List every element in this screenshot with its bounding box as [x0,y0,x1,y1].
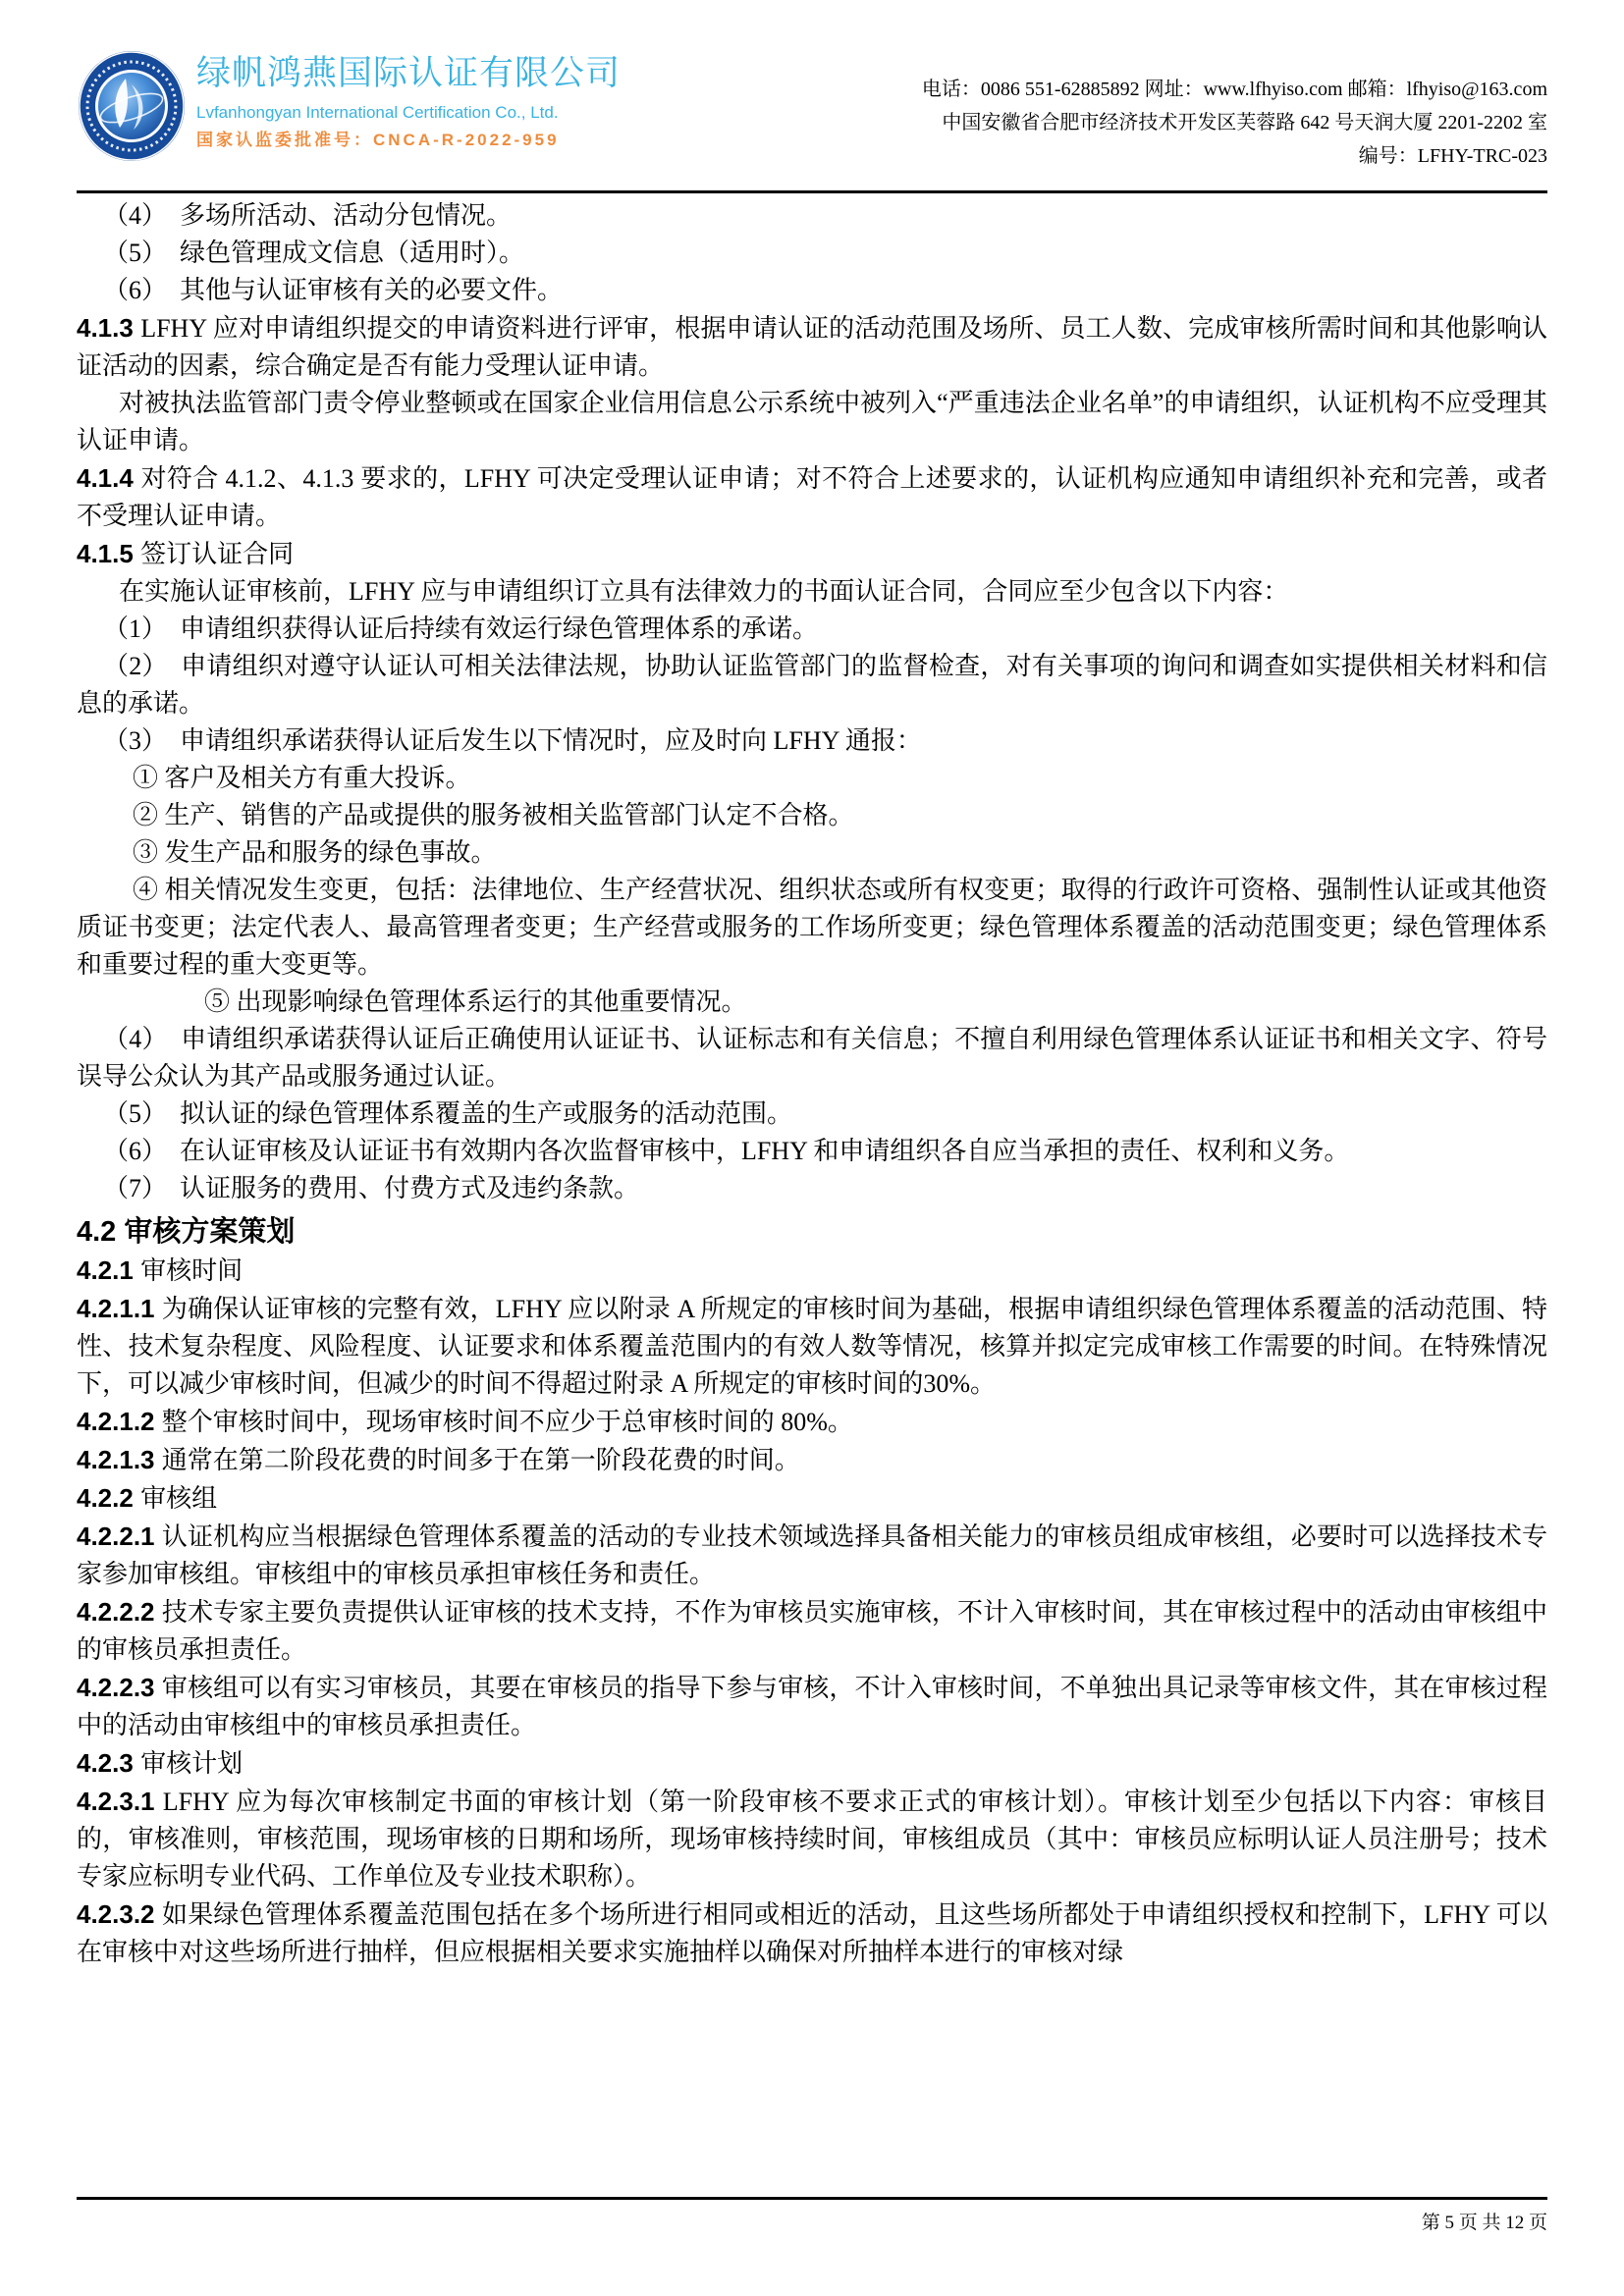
section-number: 4.1.4 [77,463,141,493]
paragraph [77,1744,1547,1783]
document-body [77,197,1547,1971]
paragraph-text: （7） 认证服务的费用、付费方式及违约条款。 [103,1174,640,1202]
company-name-zh: 绿帆鸿燕国际认证有限公司 [196,54,622,92]
paragraph-text: ⑤ 出现影响绿色管理体系运行的其他重要情况。 [204,988,747,1016]
paragraph-text: （4） 申请组织承诺获得认证后正确使用认证证书、认证标志和有关信息；不擅自利用绿色管理体系认证证书和相关文字、符号误导公众认为其产品或服务通过认证。 [77,1025,1547,1091]
paragraph-text: （6） 其他与认证审核有关的必要文件。 [103,276,564,304]
paragraph-text: LFHY 应对申请组织提交的申请资料进行评审，根据申请认证的活动范围及场所、员工人数、完成审核所需时间和其他影响认证活动的因素，综合确定是否有能力受理认证申请。 [77,314,1547,380]
paragraph-text: （2） 申请组织对遵守认证认可相关法律法规，协助认证监管部门的监督检查，对有关事项的询问和调查如实提供相关材料和信息的承诺。 [77,652,1547,718]
contact-block [922,47,1547,173]
paragraph [77,197,1547,235]
paragraph-text: （4） 多场所活动、活动分包情况。 [103,201,513,230]
section-number: 4.2.3 [77,1748,141,1778]
paragraph-text: 认证机构应当根据绿色管理体系覆盖的活动的专业技术领域选择具备相关能力的审核员组成审核组，必要时可以选择技术专家参加审核组。审核组中的审核员承担审核任务和责任。 [77,1522,1547,1588]
paragraph [77,385,1547,459]
paragraph [77,1021,1547,1095]
paragraph [77,459,1547,535]
paragraph [77,573,1547,611]
paragraph [77,309,1547,385]
paragraph [77,872,1547,984]
paragraph-text: 技术专家主要负责提供认证审核的技术支持，不作为审核员实施审核，不计入审核时间，其在审核过程中的活动由审核组中的审核员承担责任。 [77,1598,1547,1664]
paragraph [77,1783,1547,1896]
section-number: 4.2.1.3 [77,1445,162,1474]
paragraph-text: 审核计划 [140,1749,244,1778]
paragraph [77,648,1547,722]
section-number: 4.2.2.1 [77,1522,162,1551]
paragraph-text: 对符合 4.1.2、4.1.3 要求的，LFHY 可决定受理认证申请；对不符合上述要求的，认证机构应通知申请组织补充和完善，或者不受理认证申请。 [77,464,1547,530]
company-identity [196,47,621,155]
company-logo [77,49,187,163]
paragraph [77,272,1547,309]
paragraph-text: 审核组可以有实习审核员，其要在审核员的指导下参与审核，不计入审核时间，不单独出具记录等审核文件，其在审核过程中的活动由审核组中的审核员承担责任。 [77,1674,1547,1739]
paragraph [77,535,1547,573]
paragraph-text: LFHY 应为每次审核制定书面的审核计划（第一阶段审核不要求正式的审核计划）。审核计划至少包括以下内容：审核目的，审核准则，审核范围，现场审核的日期和场所，现场审核持续时间，审核组成员（其中：审核员应标明认证人员注册号；技术专家应标明专业代码、工作单位及专业技术职称）。 [77,1788,1547,1891]
section-number: 4.2.1 [77,1255,141,1285]
contact-line-phone-web-email: 电话：0086 551-62885892 网址：www.lfhyiso.com 邮箱：lfhyiso@163.com [921,79,1547,100]
paragraph-text: 整个审核时间中，现场审核时间不应少于总审核时间的 80%。 [161,1408,853,1436]
paragraph-text: 通常在第二阶段花费的时间多于在第一阶段花费的时间。 [161,1446,800,1474]
paragraph-text: （5） 绿色管理成文信息（适用时）。 [103,239,525,267]
letterhead [77,47,1547,173]
section-number: 4.2.2.2 [77,1597,162,1627]
paragraph [77,1170,1547,1207]
section-number: 4.1.3 [77,313,141,343]
paragraph-text: ④ 相关情况发生变更，包括：法律地位、生产经营状况、组织状态或所有权变更；取得的行政许可资格、强制性认证或其他资质证书变更；法定代表人、最高管理者变更；生产经营或服务的工作场所变更；绿色管理体系覆盖的活动范围变更；绿色管理体系和重要过程的重大变更等。 [77,876,1547,979]
section-number: 4.2 [77,1216,125,1248]
section-number: 4.2.3.1 [77,1787,163,1816]
paragraph-text: （6） 在认证审核及认证证书有效期内各次监督审核中，LFHY 和申请组织各自应当承担的责任、权利和义务。 [103,1137,1350,1165]
header-divider [77,190,1547,193]
paragraph [77,1896,1547,1971]
paragraph [77,1290,1547,1403]
paragraph [77,797,1547,834]
paragraph-text: （5） 拟认证的绿色管理体系覆盖的生产或服务的活动范围。 [103,1099,793,1128]
section-number: 4.2.2.3 [77,1673,162,1702]
paragraph [77,834,1547,872]
paragraph-text: （3） 申请组织承诺获得认证后发生以下情况时，应及时向 LFHY 通报： [103,726,922,755]
paragraph-text: ③ 发生产品和服务的绿色事故。 [133,838,497,867]
paragraph [77,1403,1547,1441]
doc-number: 编号：LFHY-TRC-023 [1358,145,1547,167]
section-number: 4.2.3.2 [77,1899,162,1929]
paragraph [77,1593,1547,1669]
globe-sail-emblem-icon [77,49,187,163]
paragraph [77,722,1547,760]
paragraph-text: 审核方案策划 [124,1216,296,1248]
paragraph [77,1133,1547,1170]
paragraph-text: ① 客户及相关方有重大投诉。 [133,764,471,792]
paragraph [77,984,1547,1021]
section-heading [77,1212,1547,1252]
paragraph-text: 对被执法监管部门责令停业整顿或在国家企业信用信息公示系统中被列入“严重违法企业名单”的申请组织，认证机构不应受理其认证申请。 [77,389,1547,454]
company-name-en: Lvfanhongyan International Certification Co., Ltd. [196,103,559,122]
section-number: 4.2.2 [77,1483,141,1513]
paragraph [77,1479,1547,1518]
paragraph [77,611,1547,648]
page-footer [77,2197,1547,2234]
section-number: 4.2.1.1 [77,1294,162,1323]
section-number: 4.2.1.2 [77,1407,162,1436]
paragraph [77,235,1547,272]
paragraph [77,1441,1547,1479]
cnca-approval-number: 国家认监委批准号：CNCA-R-2022-959 [196,131,560,149]
page-number: 第 5 页 共 12 页 [1421,2213,1547,2233]
paragraph-text: 审核组 [140,1484,218,1513]
paragraph [77,1518,1547,1593]
paragraph-text: 为确保认证审核的完整有效，LFHY 应以附录 A 所规定的审核时间为基础，根据申请组织绿色管理体系覆盖的活动范围、特性、技术复杂程度、风险程度、认证要求和体系覆盖范围内的有效人数等情况，核算并拟定完成审核工作需要的时间。在特殊情况下，可以减少审核时间，但减少的时间不得超过附录 A 所规定的审核时间的30%。 [77,1295,1548,1398]
paragraph [77,1669,1547,1744]
paragraph [77,1252,1547,1290]
section-number: 4.1.5 [77,539,141,568]
paragraph-text: 签订认证合同 [140,540,295,568]
paragraph-text: （1） 申请组织获得认证后持续有效运行绿色管理体系的承诺。 [103,614,819,643]
paragraph-text: 审核时间 [140,1256,244,1285]
contact-line-address: 中国安徽省合肥市经济技术开发区芙蓉路 642 号天润大厦 2201-2202 室 [942,112,1547,133]
paragraph-text: 如果绿色管理体系覆盖范围包括在多个场所进行相同或相近的活动，且这些场所都处于申请组织授权和控制下，LFHY 可以在审核中对这些场所进行抽样，但应根据相关要求实施抽样以确保对所抽样本进行的审核对绿 [77,1900,1548,1966]
paragraph [77,1095,1547,1133]
paragraph-text: 在实施认证审核前，LFHY 应与申请组织订立具有法律效力的书面认证合同，合同应至少包含以下内容： [119,577,1289,606]
paragraph-text: ② 生产、销售的产品或提供的服务被相关监管部门认定不合格。 [133,801,854,829]
paragraph [77,760,1547,797]
